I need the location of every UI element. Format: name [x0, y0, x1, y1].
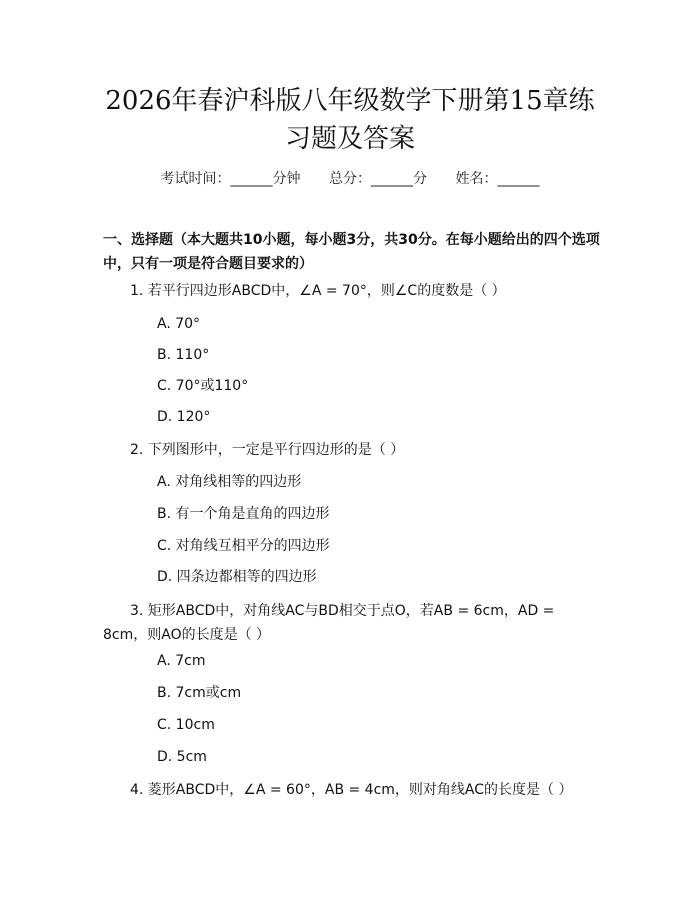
question-4-stem: 4. 菱形ABCD中，∠A = 60°，AB = 4cm，则对角线AC的长度是（ ）: [130, 782, 573, 798]
question-3-option-a: A. 7cm: [157, 653, 206, 669]
exam-time-label: 考试时间：______分钟: [160, 171, 301, 187]
question-3-option-c: C. 10cm: [157, 717, 215, 733]
question-3-option-b: B. 7cm或cm: [157, 685, 242, 701]
question-3-stem: 3. 矩形ABCD中，对角线AC与BD相交于点O，若AB = 6cm，AD = 8cm，则AO的长度是（ ）: [103, 603, 555, 643]
question-2-option-b: B. 有一个角是直角的四边形: [157, 506, 330, 522]
question-1-option-a: A. 70°: [157, 316, 201, 332]
question-2-option-c: C. 对角线互相平分的四边形: [157, 538, 330, 554]
question-2-stem: 2. 下列图形中，一定是平行四边形的是（ ）: [130, 442, 405, 458]
question-2-option-d: D. 四条边都相等的四边形: [157, 569, 317, 585]
document-title: [60, 82, 640, 158]
question-1-option-b: B. 110°: [157, 347, 210, 363]
section-heading: 一、选择题（本大题共10小题，每小题3分，共30分。在每小题给出的四个选项中，只有一项是符合题目要求的）: [103, 232, 600, 272]
title-line-2: 习题及答案: [284, 124, 415, 154]
student-name-label: 姓名：______: [455, 171, 540, 187]
question-2-option-a: A. 对角线相等的四边形: [157, 474, 302, 490]
exam-meta: [0, 168, 700, 188]
question-1-option-c: C. 70°或110°: [157, 378, 249, 394]
question-1-stem: 1. 若平行四边形ABCD中，∠A = 70°，则∠C的度数是（ ）: [130, 283, 506, 299]
question-1-option-d: D. 120°: [157, 409, 211, 425]
question-3-option-d: D. 5cm: [157, 749, 207, 765]
title-line-1: 2026年春沪科版八年级数学下册第15章练: [105, 86, 595, 116]
total-score-label: 总分：______分: [329, 171, 427, 187]
